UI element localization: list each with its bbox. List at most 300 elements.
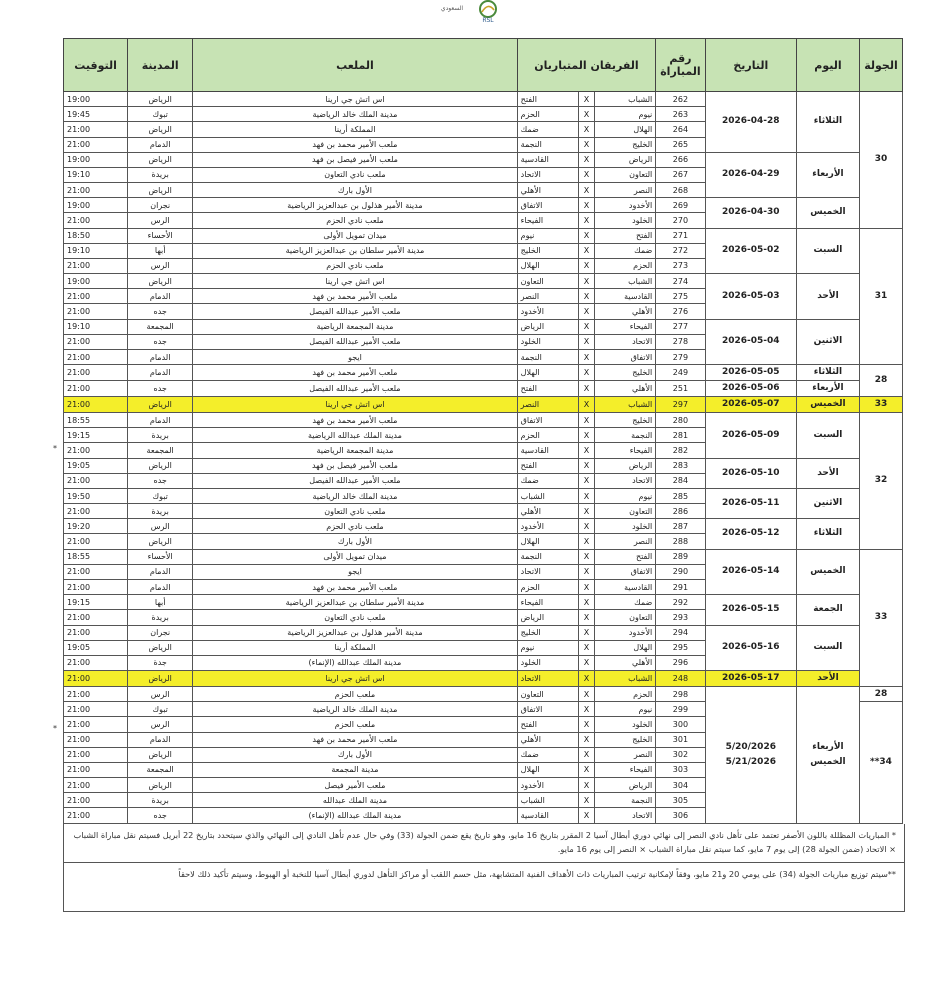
vs-mark: X: [578, 258, 595, 273]
home-team: الخلود: [595, 213, 656, 228]
vs-mark: X: [578, 747, 595, 762]
vs-mark: X: [578, 595, 595, 610]
vs-mark: X: [578, 92, 595, 107]
kickoff-time: 19:00: [64, 198, 128, 213]
city: بريدة: [128, 610, 193, 625]
city: الرياض: [128, 274, 193, 289]
vs-mark: X: [578, 167, 595, 182]
away-team: الأخدود: [517, 519, 578, 534]
stadium: ملعب الأمير عبدالله الفيصل: [193, 381, 517, 397]
stadium: ملعب الحزم: [193, 717, 517, 732]
match-number: 300: [656, 717, 705, 732]
stadium: ملعب الأمير فيصل بن فهد: [193, 458, 517, 473]
home-team: الخليج: [595, 365, 656, 381]
kickoff-time: 21:00: [64, 122, 128, 137]
stadium: مدينة الأمير هذلول بن عبدالعزيز الرياضية: [193, 625, 517, 640]
header-stadium: الملعب: [193, 39, 517, 92]
match-number: 264: [656, 122, 705, 137]
home-team: الفتح: [595, 228, 656, 243]
stadium: ملعب الأمير محمد بن فهد: [193, 289, 517, 304]
home-team: الفيحاء: [595, 443, 656, 458]
city: الرياض: [128, 671, 193, 687]
vs-mark: X: [578, 334, 595, 349]
date-cell: 2026-05-10: [705, 458, 796, 488]
home-team: الاتحاد: [595, 808, 656, 823]
date-cell: 2026-05-17: [705, 671, 796, 687]
kickoff-time: 21:00: [64, 762, 128, 777]
home-team: الاتحاد: [595, 334, 656, 349]
match-number: 297: [656, 397, 705, 413]
match-number: 276: [656, 304, 705, 319]
day-cell: الأربعاء: [796, 381, 859, 397]
table-row: [64, 488, 903, 503]
stadium: ملعب الأمير فيصل بن فهد: [193, 152, 517, 167]
stadium: ملعب الأمير محمد بن فهد: [193, 732, 517, 747]
day-cell: الأحد: [796, 671, 859, 687]
day-cell: الأحد: [796, 458, 859, 488]
kickoff-time: 19:45: [64, 107, 128, 122]
stadium: ملعب الأمير عبدالله الفيصل: [193, 473, 517, 488]
match-number: 305: [656, 793, 705, 808]
table-row: [64, 381, 903, 397]
day-cell: السبت: [796, 228, 859, 274]
schedule-table-container: [63, 38, 903, 912]
stadium: ميدان تمويل الأولى: [193, 549, 517, 564]
vs-mark: X: [578, 428, 595, 443]
table-row: [64, 152, 903, 167]
table-row: [64, 319, 903, 334]
star-mark: *: [53, 724, 57, 733]
stadium: ايجو: [193, 349, 517, 364]
table-row: [64, 458, 903, 473]
day-cell: الثلاثاء: [796, 92, 859, 153]
city: الرس: [128, 519, 193, 534]
city: بريدة: [128, 428, 193, 443]
match-number: 271: [656, 228, 705, 243]
home-team: القادسية: [595, 579, 656, 594]
header-time: التوقيت: [64, 39, 128, 92]
day-cell: الاثنين: [796, 488, 859, 518]
note-round-34: **سيتم توزيع مباريات الجولة (34) على يومي 20 و21 مايو، وفقاً لإمكانية ترتيب المباريات ذات الأهداف الفنية المتشابهة، مثل حسم اللقب أو مراكز التأهل لدوري أبطال آسيا للنخبة أو الهبوط، وسيتم تأكيد ذلك لاحقاً: [178, 868, 896, 879]
city: الرس: [128, 213, 193, 228]
away-team: الأهلي: [517, 732, 578, 747]
round-cell: 30: [859, 92, 902, 229]
date-cell: 2026-05-07: [705, 397, 796, 413]
home-team: النجمة: [595, 428, 656, 443]
home-team: الاتحاد: [595, 473, 656, 488]
city: الدمام: [128, 349, 193, 364]
kickoff-time: 21:00: [64, 687, 128, 702]
match-number: 267: [656, 167, 705, 182]
home-team: التعاون: [595, 167, 656, 182]
notes-section: [63, 824, 905, 912]
stadium: مدينة المجمعة الرياضية: [193, 443, 517, 458]
match-number: 248: [656, 671, 705, 687]
home-team: الخلود: [595, 717, 656, 732]
vs-mark: X: [578, 534, 595, 549]
match-number: 294: [656, 625, 705, 640]
day-cell: الاثنين: [796, 319, 859, 365]
day-cell: الخميس: [796, 198, 859, 228]
home-team: الاتفاق: [595, 349, 656, 364]
star-mark: *: [53, 444, 57, 453]
stadium: ملعب الأمير محمد بن فهد: [193, 579, 517, 594]
kickoff-time: 21:00: [64, 443, 128, 458]
away-team: الهلال: [517, 258, 578, 273]
kickoff-time: 19:50: [64, 488, 128, 503]
kickoff-time: 21:00: [64, 334, 128, 349]
vs-mark: X: [578, 183, 595, 198]
vs-mark: X: [578, 274, 595, 289]
city: الرس: [128, 717, 193, 732]
league-logo: [430, 0, 520, 26]
match-number: 269: [656, 198, 705, 213]
away-team: النجمة: [517, 549, 578, 564]
stadium: ملعب الأمير فيصل: [193, 778, 517, 793]
kickoff-time: 19:20: [64, 519, 128, 534]
round-cell: 34**: [859, 702, 902, 823]
home-team: الحزم: [595, 687, 656, 702]
city: جده: [128, 473, 193, 488]
home-team: الأهلي: [595, 304, 656, 319]
kickoff-time: 19:15: [64, 595, 128, 610]
away-team: الحزم: [517, 107, 578, 122]
svg-text:RSL: RSL: [482, 17, 494, 24]
away-team: ضمك: [517, 122, 578, 137]
vs-mark: X: [578, 213, 595, 228]
vs-mark: X: [578, 519, 595, 534]
stadium: اس اتش جي ارينا: [193, 92, 517, 107]
match-number: 272: [656, 243, 705, 258]
day-cell: السبت: [796, 625, 859, 671]
kickoff-time: 19:00: [64, 152, 128, 167]
home-team: الخلود: [595, 519, 656, 534]
header-round: الجولة: [859, 39, 902, 92]
home-team: الفيحاء: [595, 319, 656, 334]
match-number: 291: [656, 579, 705, 594]
vs-mark: X: [578, 228, 595, 243]
away-team: الهلال: [517, 762, 578, 777]
kickoff-time: 19:15: [64, 428, 128, 443]
match-number: 295: [656, 640, 705, 655]
away-team: التعاون: [517, 274, 578, 289]
city: الأحساء: [128, 549, 193, 564]
city: جده: [128, 304, 193, 319]
city: تبوك: [128, 107, 193, 122]
stadium: المملكة أرينا: [193, 640, 517, 655]
stadium: مدينة الملك عبدالله الرياضية: [193, 428, 517, 443]
table-row: [64, 92, 903, 107]
city: جده: [128, 381, 193, 397]
city: نجران: [128, 198, 193, 213]
stadium: ملعب نادي الحزم: [193, 519, 517, 534]
match-number: 286: [656, 504, 705, 519]
header-teams: الفريقان المتباريان: [517, 39, 656, 92]
date-cell: 2026-05-02: [705, 228, 796, 274]
home-team: الفيحاء: [595, 762, 656, 777]
stadium: مدينة الملك خالد الرياضية: [193, 488, 517, 503]
kickoff-time: 19:10: [64, 319, 128, 334]
match-number: 290: [656, 564, 705, 579]
kickoff-time: 21:00: [64, 732, 128, 747]
stadium: ملعب الحزم: [193, 687, 517, 702]
home-team: الأهلي: [595, 655, 656, 670]
home-team: ضمك: [595, 595, 656, 610]
kickoff-time: 21:00: [64, 473, 128, 488]
vs-mark: X: [578, 365, 595, 381]
city: بريدة: [128, 504, 193, 519]
stadium: ميدان تمويل الأولى: [193, 228, 517, 243]
away-team: ضمك: [517, 747, 578, 762]
away-team: الاتفاق: [517, 702, 578, 717]
away-team: الأخدود: [517, 778, 578, 793]
vs-mark: X: [578, 579, 595, 594]
away-team: نيوم: [517, 228, 578, 243]
vs-mark: X: [578, 443, 595, 458]
away-team: النجمة: [517, 349, 578, 364]
stadium: ملعب نادي التعاون: [193, 504, 517, 519]
vs-mark: X: [578, 717, 595, 732]
home-team: الخليج: [595, 732, 656, 747]
table-row: [64, 595, 903, 610]
stadium: مدينة الأمير سلطان بن عبدالعزيز الرياضية: [193, 595, 517, 610]
day-cell: الخميس: [796, 397, 859, 413]
kickoff-time: 19:10: [64, 167, 128, 182]
kickoff-time: 21:00: [64, 793, 128, 808]
home-team: نيوم: [595, 702, 656, 717]
city: بريدة: [128, 167, 193, 182]
stadium: مدينة الملك عبدالله (الإنماء): [193, 655, 517, 670]
home-team: الشباب: [595, 671, 656, 687]
home-team: الحزم: [595, 258, 656, 273]
home-team: الهلال: [595, 640, 656, 655]
city: الرياض: [128, 640, 193, 655]
svg-text:السعودي: السعودي: [440, 5, 464, 12]
match-number: 292: [656, 595, 705, 610]
vs-mark: X: [578, 655, 595, 670]
city: الدمام: [128, 579, 193, 594]
home-team: الخليج: [595, 413, 656, 428]
table-row: [64, 228, 903, 243]
kickoff-time: 21:00: [64, 289, 128, 304]
stadium: ملعب نادي الحزم: [193, 213, 517, 228]
away-team: الخليج: [517, 243, 578, 258]
kickoff-time: 21:00: [64, 137, 128, 152]
city: الرس: [128, 687, 193, 702]
match-number: 289: [656, 549, 705, 564]
round-cell: 33: [859, 549, 902, 686]
vs-mark: X: [578, 458, 595, 473]
match-number: 285: [656, 488, 705, 503]
stadium: الأول بارك: [193, 183, 517, 198]
stadium: ملعب الأمير محمد بن فهد: [193, 365, 517, 381]
city: الرياض: [128, 92, 193, 107]
away-team: الحزم: [517, 579, 578, 594]
vs-mark: X: [578, 152, 595, 167]
kickoff-time: 21:00: [64, 702, 128, 717]
away-team: الرياض: [517, 610, 578, 625]
city: المجمعة: [128, 762, 193, 777]
match-number: 296: [656, 655, 705, 670]
city: نجران: [128, 625, 193, 640]
vs-mark: X: [578, 762, 595, 777]
match-number: 251: [656, 381, 705, 397]
table-row: [64, 274, 903, 289]
vs-mark: X: [578, 397, 595, 413]
kickoff-time: 21:00: [64, 534, 128, 549]
match-number: 282: [656, 443, 705, 458]
match-number: 304: [656, 778, 705, 793]
city: الدمام: [128, 564, 193, 579]
match-number: 275: [656, 289, 705, 304]
away-team: الأهلي: [517, 183, 578, 198]
home-team: النجمة: [595, 793, 656, 808]
vs-mark: X: [578, 687, 595, 702]
home-team: الشباب: [595, 397, 656, 413]
away-team: الخلود: [517, 334, 578, 349]
vs-mark: X: [578, 122, 595, 137]
away-team: الأهلي: [517, 504, 578, 519]
round-cell: 32: [859, 413, 902, 550]
match-number: 279: [656, 349, 705, 364]
away-team: الفتح: [517, 381, 578, 397]
round-cell: 28: [859, 687, 902, 702]
stadium: مدينة الأمير سلطان بن عبدالعزيز الرياضية: [193, 243, 517, 258]
match-number: 283: [656, 458, 705, 473]
city: الرياض: [128, 458, 193, 473]
vs-mark: X: [578, 808, 595, 823]
kickoff-time: 21:00: [64, 671, 128, 687]
vs-mark: X: [578, 319, 595, 334]
kickoff-time: 21:00: [64, 778, 128, 793]
home-team: الهلال: [595, 122, 656, 137]
away-team: الحزم: [517, 428, 578, 443]
home-team: النصر: [595, 534, 656, 549]
day-cell: الجمعة: [796, 595, 859, 625]
date-cell: 2026-04-28: [705, 92, 796, 153]
stadium: ملعب نادي الحزم: [193, 258, 517, 273]
stadium: الأول بارك: [193, 747, 517, 762]
kickoff-time: 19:05: [64, 458, 128, 473]
kickoff-time: 21:00: [64, 381, 128, 397]
home-team: الأهلي: [595, 381, 656, 397]
match-number: 303: [656, 762, 705, 777]
kickoff-time: 21:00: [64, 349, 128, 364]
match-number: 284: [656, 473, 705, 488]
home-team: النصر: [595, 183, 656, 198]
city: الدمام: [128, 137, 193, 152]
match-number: 266: [656, 152, 705, 167]
vs-mark: X: [578, 243, 595, 258]
city: الدمام: [128, 289, 193, 304]
date-cell: 2026-04-29: [705, 152, 796, 198]
date-cell: 2026-04-30: [705, 198, 796, 228]
kickoff-time: 21:00: [64, 747, 128, 762]
round-cell: 28: [859, 365, 902, 397]
kickoff-time: 21:00: [64, 610, 128, 625]
home-team: القادسية: [595, 289, 656, 304]
match-number: 270: [656, 213, 705, 228]
home-team: الرياض: [595, 778, 656, 793]
away-team: الهلال: [517, 365, 578, 381]
stadium: المملكة أرينا: [193, 122, 517, 137]
city: المجمعة: [128, 443, 193, 458]
kickoff-time: 21:00: [64, 717, 128, 732]
kickoff-time: 21:00: [64, 365, 128, 381]
match-number: 298: [656, 687, 705, 702]
day-cell: الثلاثاء: [796, 519, 859, 549]
away-team: التعاون: [517, 687, 578, 702]
kickoff-time: 21:00: [64, 808, 128, 823]
vs-mark: X: [578, 289, 595, 304]
date-cell: 2026-05-11: [705, 488, 796, 518]
away-team: القادسية: [517, 808, 578, 823]
stadium: اس اتش جي ارينا: [193, 274, 517, 289]
away-team: القادسية: [517, 152, 578, 167]
kickoff-time: 21:00: [64, 183, 128, 198]
table-row: [64, 365, 903, 381]
stadium: ايجو: [193, 564, 517, 579]
city: جدة: [128, 655, 193, 670]
kickoff-time: 21:00: [64, 304, 128, 319]
vs-mark: X: [578, 702, 595, 717]
home-team: نيوم: [595, 488, 656, 503]
city: بريدة: [128, 793, 193, 808]
home-team: ضمك: [595, 243, 656, 258]
kickoff-time: 18:55: [64, 549, 128, 564]
home-team: التعاون: [595, 610, 656, 625]
vs-mark: X: [578, 732, 595, 747]
kickoff-time: 19:05: [64, 640, 128, 655]
away-team: الاتحاد: [517, 671, 578, 687]
table-row: [64, 687, 903, 702]
away-team: القادسية: [517, 443, 578, 458]
away-team: الفتح: [517, 458, 578, 473]
away-team: الشباب: [517, 793, 578, 808]
city: الرياض: [128, 122, 193, 137]
away-team: النصر: [517, 289, 578, 304]
match-number: 293: [656, 610, 705, 625]
away-team: الخليج: [517, 625, 578, 640]
away-team: الرياض: [517, 319, 578, 334]
date-cell: 2026-05-15: [705, 595, 796, 625]
match-number: 281: [656, 428, 705, 443]
date-cell: 2026-05-12: [705, 519, 796, 549]
city: الرياض: [128, 183, 193, 198]
kickoff-time: 18:55: [64, 413, 128, 428]
home-team: الاتفاق: [595, 564, 656, 579]
city: الرياض: [128, 778, 193, 793]
stadium: مدينة الملك عبدالله (الإنماء): [193, 808, 517, 823]
away-team: الفيحاء: [517, 595, 578, 610]
date-cell: 2026-05-14: [705, 549, 796, 595]
stadium: ملعب الأمير محمد بن فهد: [193, 413, 517, 428]
home-team: الرياض: [595, 152, 656, 167]
day-cell: السبت: [796, 413, 859, 459]
header-match-number: رقم المباراة: [656, 39, 705, 92]
kickoff-time: 21:00: [64, 213, 128, 228]
match-number: 273: [656, 258, 705, 273]
home-team: الخليج: [595, 137, 656, 152]
vs-mark: X: [578, 349, 595, 364]
stadium: ملعب الأمير محمد بن فهد: [193, 137, 517, 152]
match-number: 265: [656, 137, 705, 152]
vs-mark: X: [578, 107, 595, 122]
city: الدمام: [128, 413, 193, 428]
match-number: 278: [656, 334, 705, 349]
city: الرياض: [128, 534, 193, 549]
stadium: اس اتش جي ارينا: [193, 671, 517, 687]
